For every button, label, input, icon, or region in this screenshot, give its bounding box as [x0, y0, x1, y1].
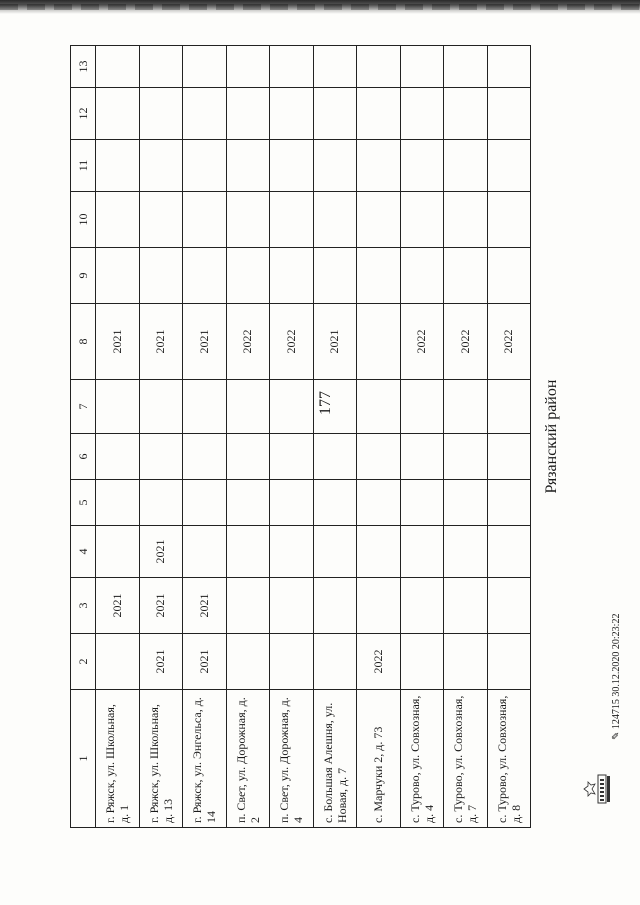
- year-cell: [139, 46, 183, 88]
- year-cell: [357, 248, 401, 304]
- year-cell: [226, 248, 270, 304]
- year-cell: [444, 434, 488, 480]
- column-header: 7: [71, 380, 96, 434]
- address-cell: с. Турово, ул. Совхозная, д. 7: [444, 690, 488, 828]
- year-cell: [444, 480, 488, 526]
- year-cell: [139, 192, 183, 248]
- year-cell: [139, 480, 183, 526]
- year-cell: [400, 248, 444, 304]
- year-cell: [313, 380, 357, 434]
- address-cell: с. Турово, ул. Совхозная, д. 8: [487, 690, 531, 828]
- year-cell: [183, 526, 227, 578]
- table-row: [487, 46, 531, 828]
- year-cell: [357, 434, 401, 480]
- year-cell: [96, 380, 140, 434]
- signature-icon: ✎: [611, 729, 622, 740]
- column-header: 8: [71, 304, 96, 380]
- scan-edge-texture: [0, 4, 640, 10]
- year-cell: 2021: [183, 304, 227, 380]
- year-cell: [183, 192, 227, 248]
- year-cell: [400, 88, 444, 140]
- year-cell: [487, 578, 531, 634]
- year-cell: [400, 526, 444, 578]
- year-cell: [270, 248, 314, 304]
- year-cell: 2021: [96, 304, 140, 380]
- year-cell: [313, 248, 357, 304]
- year-cell: [487, 88, 531, 140]
- year-cell: [487, 526, 531, 578]
- emblem-seal-icon: [580, 772, 614, 806]
- rotated-table-container: [70, 46, 560, 828]
- year-cell: [313, 88, 357, 140]
- year-cell: [96, 434, 140, 480]
- year-cell: [357, 304, 401, 380]
- year-cell: [226, 140, 270, 192]
- document-id: 124715 30.12.2020 20:23:22: [611, 613, 622, 730]
- table-row: [270, 46, 314, 828]
- year-cell: [444, 46, 488, 88]
- year-cell: [400, 634, 444, 690]
- year-cell: [444, 140, 488, 192]
- table-row: [400, 46, 444, 828]
- year-cell: [139, 434, 183, 480]
- year-cell: [487, 634, 531, 690]
- year-cell: [96, 526, 140, 578]
- year-cell: 2022: [444, 304, 488, 380]
- year-cell: [400, 480, 444, 526]
- year-cell: 2021: [139, 634, 183, 690]
- year-cell: [183, 480, 227, 526]
- year-cell: [400, 434, 444, 480]
- address-cell: с. Турово, ул. Совхозная, д. 4: [400, 690, 444, 828]
- column-header: 1: [71, 690, 96, 828]
- year-cell: [444, 578, 488, 634]
- year-cell: [313, 526, 357, 578]
- address-cell: г. Ряжск, ул. Школьная, д. 13: [139, 690, 183, 828]
- year-cell: [226, 634, 270, 690]
- column-header: 5: [71, 480, 96, 526]
- year-cell: [313, 46, 357, 88]
- year-cell: [270, 192, 314, 248]
- year-cell: [270, 140, 314, 192]
- column-header: 4: [71, 526, 96, 578]
- year-cell: [444, 192, 488, 248]
- column-header: 13: [71, 46, 96, 88]
- year-cell: 2021: [183, 578, 227, 634]
- column-header: 11: [71, 140, 96, 192]
- year-cell: [226, 434, 270, 480]
- year-cell: [357, 380, 401, 434]
- year-cell: [357, 480, 401, 526]
- year-cell: [183, 88, 227, 140]
- year-cell: [487, 46, 531, 88]
- year-cell: [444, 526, 488, 578]
- year-cell: [226, 88, 270, 140]
- year-cell: [270, 526, 314, 578]
- year-cell: [313, 192, 357, 248]
- data-table: [70, 45, 573, 828]
- year-cell: [96, 140, 140, 192]
- year-cell: [357, 192, 401, 248]
- year-cell: [357, 140, 401, 192]
- year-cell: 2022: [226, 304, 270, 380]
- year-cell: [357, 578, 401, 634]
- year-cell: 2022: [487, 304, 531, 380]
- page-number: 177: [317, 391, 334, 415]
- column-header: 3: [71, 578, 96, 634]
- table-row: [96, 46, 140, 828]
- year-cell: [400, 140, 444, 192]
- year-cell: [96, 634, 140, 690]
- address-cell: г. Ряжск, ул. Школьная, д. 1: [96, 690, 140, 828]
- year-cell: [96, 192, 140, 248]
- table-row: [357, 46, 401, 828]
- year-cell: [270, 434, 314, 480]
- district-heading: Рязанский район: [531, 46, 574, 828]
- year-cell: 2022: [270, 304, 314, 380]
- year-cell: 2021: [313, 304, 357, 380]
- year-cell: [183, 380, 227, 434]
- address-cell: с. Большая Алешня, ул. Новая, д. 7: [313, 690, 357, 828]
- year-cell: [313, 578, 357, 634]
- year-cell: 2022: [400, 304, 444, 380]
- year-cell: [400, 578, 444, 634]
- year-cell: [487, 380, 531, 434]
- year-cell: [226, 480, 270, 526]
- year-cell: [270, 46, 314, 88]
- year-cell: [96, 88, 140, 140]
- year-cell: [139, 140, 183, 192]
- footer-stamp-text: [610, 500, 624, 740]
- year-cell: [313, 140, 357, 192]
- table-row: [139, 46, 183, 828]
- year-cell: [444, 88, 488, 140]
- year-cell: [313, 634, 357, 690]
- year-cell: [226, 578, 270, 634]
- year-cell: [226, 380, 270, 434]
- year-cell: [183, 248, 227, 304]
- year-cell: [444, 634, 488, 690]
- year-cell: 2021: [183, 634, 227, 690]
- year-cell: [270, 88, 314, 140]
- year-cell: [487, 480, 531, 526]
- year-cell: [357, 526, 401, 578]
- year-cell: [183, 46, 227, 88]
- year-cell: [444, 248, 488, 304]
- address-cell: с. Марчуки 2, д. 73: [357, 690, 401, 828]
- address-cell: п. Свет, ул. Дорожная, д. 2: [226, 690, 270, 828]
- year-cell: [400, 192, 444, 248]
- table-row: [226, 46, 270, 828]
- column-header: 10: [71, 192, 96, 248]
- district-row: [531, 46, 574, 828]
- year-cell: [96, 248, 140, 304]
- year-cell: [487, 248, 531, 304]
- year-cell: [357, 88, 401, 140]
- table-row: [444, 46, 488, 828]
- year-cell: [183, 140, 227, 192]
- column-header: 6: [71, 434, 96, 480]
- year-cell: [226, 46, 270, 88]
- year-cell: [313, 480, 357, 526]
- year-cell: [487, 140, 531, 192]
- column-header: 9: [71, 248, 96, 304]
- year-cell: [400, 46, 444, 88]
- year-cell: [183, 434, 227, 480]
- year-cell: [226, 526, 270, 578]
- year-cell: [270, 480, 314, 526]
- address-cell: п. Свет, ул. Дорожная, д. 4: [270, 690, 314, 828]
- year-cell: [139, 248, 183, 304]
- header-row: [71, 46, 96, 828]
- address-cell: г. Ряжск, ул. Энгельса, д. 14: [183, 690, 227, 828]
- year-cell: [270, 634, 314, 690]
- year-cell: [139, 380, 183, 434]
- year-cell: [226, 192, 270, 248]
- year-cell: 2021: [96, 578, 140, 634]
- column-header: 2: [71, 634, 96, 690]
- year-cell: [96, 46, 140, 88]
- table-row: [313, 46, 357, 828]
- column-header: 12: [71, 88, 96, 140]
- year-cell: [139, 88, 183, 140]
- table-row: [183, 46, 227, 828]
- year-cell: [487, 434, 531, 480]
- year-cell: [270, 380, 314, 434]
- year-cell: [313, 434, 357, 480]
- year-cell: 2021: [139, 304, 183, 380]
- table-body: [96, 46, 574, 828]
- year-cell: 2022: [357, 634, 401, 690]
- year-cell: [357, 46, 401, 88]
- year-cell: 2021: [139, 578, 183, 634]
- year-cell: [444, 380, 488, 434]
- year-cell: 2021: [139, 526, 183, 578]
- year-cell: [400, 380, 444, 434]
- year-cell: [96, 480, 140, 526]
- year-cell: [487, 192, 531, 248]
- year-cell: [270, 578, 314, 634]
